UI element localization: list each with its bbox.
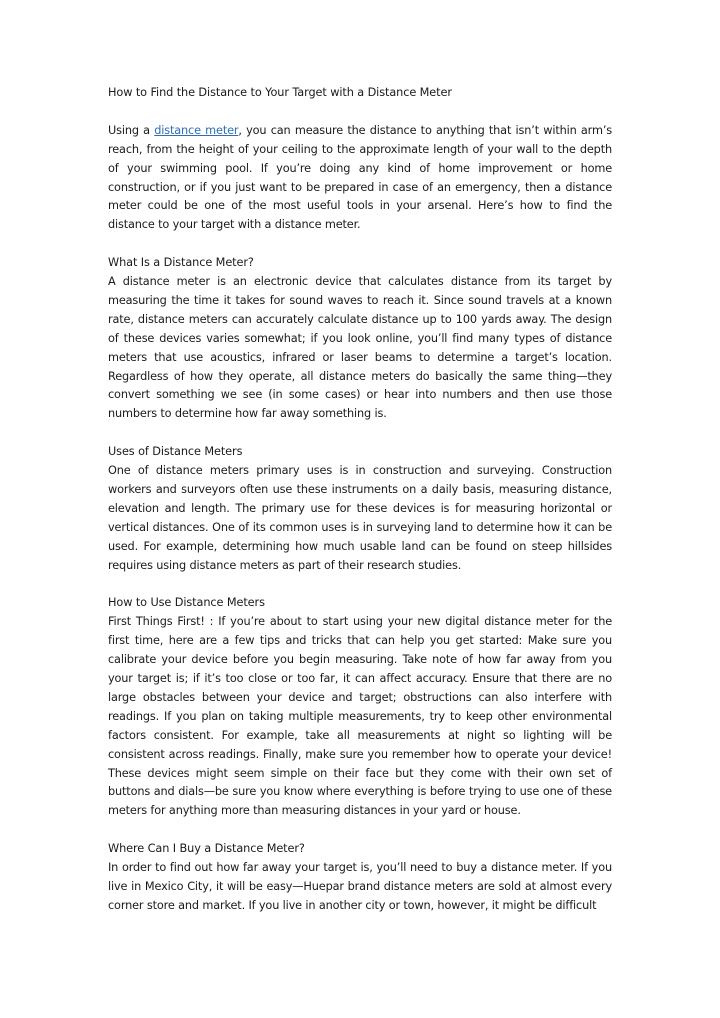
section-heading-how-to-use: How to Use Distance Meters	[108, 596, 265, 610]
spacer	[108, 235, 612, 254]
spacer	[108, 424, 612, 443]
distance-meter-link[interactable]: distance meter	[154, 123, 239, 137]
section-heading-where-to-buy: Where Can I Buy a Distance Meter?	[108, 842, 305, 856]
section-body-what-is: A distance meter is an electronic device that calculates distance from its target by measuring the time it takes for sound waves to reach it. Since sound travels at a known rate, distance meters can accurately calculate distance up to 100 yards away. The design of these devices varies somewhat; if you look online, you’ll find many types of distance meters that use acoustics, infrared or laser beams to determine a target’s location. Regardless of how they operate, all distance meters do basically the same thing—they convert something we see (in some cases) or hear into numbers and then use those numbers to determine how far away something is.	[108, 275, 612, 421]
spacer	[108, 821, 612, 840]
document-title: How to Find the Distance to Your Target with a Distance Meter	[108, 86, 452, 99]
document-content	[108, 84, 612, 916]
spacer	[108, 576, 612, 595]
intro-text-before-link: Using a	[108, 123, 155, 137]
section-heading-uses: Uses of Distance Meters	[108, 445, 243, 459]
intro-paragraph	[108, 122, 612, 235]
intro-text-after-link: , you can measure the distance to anything that isn’t within arm’s reach, from the height of your ceiling to the approximate length of your wall to the depth of your swimming pool. If you’re doing any kind of home improvement or home construction, or if you just want to be prepared in case of an emergency, then a distance meter could be one of the most useful tools in your arsenal. Here’s how to find the distance to your target with a distance meter.	[108, 123, 612, 232]
section-heading-what-is: What Is a Distance Meter?	[108, 256, 254, 270]
section-body-where-to-buy: In order to find out how far away your target is, you’ll need to buy a distance meter. If you live in Mexico City, it will be easy—Huepar brand distance meters are sold at almost every corner store and market. If you live in another city or town, however, it might be difficult	[108, 861, 612, 912]
spacer	[108, 103, 612, 122]
section-body-how-to-use: First Things First! : If you’re about to start using your new digital distance meter for the first time, here are a few tips and tricks that can help you get started: Make sure you calibrate your device before you begin measuring. Take note of how far away from you your target is; if it’s too close or too far, it can affect accuracy. Ensure that there are no large obstacles between your device and target; obstructions can also interfere with readings. If you plan on taking multiple measurements, try to keep other environmental factors consistent. For example, take all measurements at night so lighting will be consistent across readings. Finally, make sure you remember how to operate your device! These devices might seem simple on their face but they come with their own set of buttons and dials—be sure you know where everything is before trying to use one of these meters for anything more than measuring distances in your yard or house.	[108, 615, 612, 818]
section-body-uses: One of distance meters primary uses is in construction and surveying. Construction workers and surveyors often use these instruments on a daily basis, measuring distance, elevation and length. The primary use for these devices is for measuring horizontal or vertical distances. One of its common uses is in surveying land to determine how it can be used. For example, determining how much usable land can be found on steep hillsides requires using distance meters as part of their research studies.	[108, 464, 612, 572]
